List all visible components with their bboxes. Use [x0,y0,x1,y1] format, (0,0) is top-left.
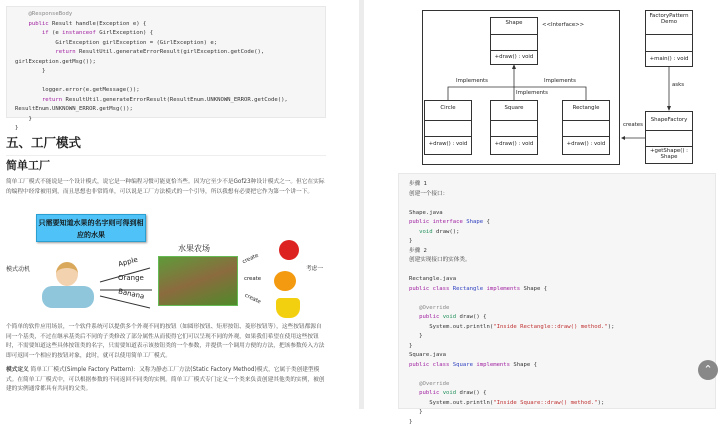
code-line [409,399,705,409]
code-token: ResultUtil.generateErrorResult(girlException.getCode(), [79,49,264,55]
code-line [15,10,317,20]
code-line [15,96,317,106]
code-token: } [15,116,32,122]
code-line [409,408,705,418]
code-token: Square [453,362,477,368]
code-line [409,361,705,371]
apple-image [279,240,299,260]
code-line [409,304,705,314]
code-line [15,67,317,77]
code-token: 创建一个接口： [409,191,448,197]
code-block [398,173,716,409]
code-token: } [409,238,412,244]
code-token: @ResponseBody [15,11,72,17]
code-token: public class [409,286,453,292]
code-token: girlException.getMsg()); [15,59,96,65]
code-line [409,256,705,266]
back-to-top-button[interactable] [698,360,718,380]
code-token: Result handle(Exception e) { [52,21,146,27]
code-line [409,237,705,247]
code-line [409,228,705,238]
code-token: return [15,97,66,103]
class-name: ShapeFactory [646,112,692,131]
stereotype-label: <<Interface>> [542,22,584,28]
create-label: create [244,293,262,306]
code-token: draw() { [460,390,487,396]
code-line [409,389,705,399]
code-line [409,275,705,285]
input-orange: Orange [118,274,144,282]
code-line [15,115,317,125]
code-line [409,199,705,209]
implements-label: Implements [544,78,576,84]
code-token: public class [409,362,453,368]
input-apple: Apple [117,256,138,269]
code-line [15,58,317,68]
asks-label: asks [672,82,684,88]
orange-image [274,271,296,291]
create-label: create [242,253,260,266]
code-token: Shape { [524,286,548,292]
code-line [409,332,705,342]
code-token: return [15,49,79,55]
class-name: Square [491,101,537,121]
code-token: GirlException girlException = (GirlException) e; [15,40,217,46]
code-token: } [15,68,45,74]
code-token: void [443,314,460,320]
code-line [15,29,317,39]
code-line [409,323,705,333]
code-token: @Override [409,305,449,311]
class-method: +main() : void [646,52,692,62]
code-line [409,190,705,200]
code-token: Shape.java [409,210,443,216]
code-line [409,418,705,427]
code-token: 创建实现接口的实体类。 [409,257,471,263]
code-token: "Inside Square::draw() method." [493,400,597,406]
class-method: +draw() : void [425,137,471,147]
code-token: "Inside Rectangle::draw() method." [493,324,608,330]
uml-connectors [364,0,720,170]
code-token: ResultEnum.UNKNOWN_ERROR.getMsg()); [15,106,133,112]
intro-paragraph: 简单工厂模式不能说是一个设计模式，说它是一种编程习惯可能更恰当些。因为它至少不是Gof23种设计模式之一。但它在实际的编程中经常被用到，而且思想也非常简单，可以说是工厂方法模式的一个引导，所以我想有必要把它作为第一个讲一下。 [6,178,326,197]
implements-label: Implements [516,90,548,96]
class-method: +draw() : void [491,51,537,60]
code-token: Rectangle [453,286,487,292]
code-line [409,294,705,304]
class-name: Shape [491,18,537,35]
code-token: draw() { [460,314,487,320]
code-token: @Override [409,381,449,387]
code-line [409,180,705,190]
code-token: ResultUtil.generateErrorResult(ResultEnum.UNKNOWN_ERROR.getCode(), [66,97,288,103]
code-line [409,285,705,295]
child-image [42,262,94,312]
arrows [98,262,158,312]
right-page [364,0,720,409]
class-method: +draw() : void [491,137,537,147]
code-line [409,313,705,323]
chevron-up-icon: ⌃ [703,363,712,376]
code-token: Shape { [513,362,537,368]
code-token: void [443,390,460,396]
code-token: draw(); [436,229,460,235]
code-block [6,6,326,118]
class-name: Circle [425,101,471,121]
side-text: 考虑一 [306,263,323,272]
definition-text: 简单工厂模式(Simple Factory Pattern)：又称为静态工厂方法(Static Factory Method)模式，它属于类创建型模式。在简单工厂模式中，可以根据参数的不同返回不同类的实例。简单工厂模式专门定义一个类来负责创建其他类的实例，被创建的实例通常都具有共同的父类。 [6,367,325,392]
code-token: Square.java [409,352,446,358]
farm-image [158,256,238,306]
code-token: public [409,390,443,396]
code-token: } [409,419,412,425]
code-token: public [15,21,52,27]
code-token: public interface [409,219,466,225]
scenario-paragraph: 个简单的软件应用场景，一个软件系统可以提供多个外观不同的按钮（如圆形按钮、矩形按钮、菱形按钮等），这些按钮都源自同一个基类，不过在继承基类后不同的子类修改了部分属性从而使得它们可以呈现不同的外观，如果我们希望在使用这些按钮时，不需要知道这些具体按钮类的名字，只需要知道表示该按钮类的一个参数，并提供一个调用方便的方法，把该参数传入方法即可返回一个相应的按钮对象，此时，就可以使用简单工厂模式。 [6,323,326,361]
code-line [409,209,705,219]
code-token: instanceof [62,30,99,36]
farm-label: 水果农场 [178,243,210,254]
banana-image [276,298,300,318]
code-token: logger.error(e.getMessage()); [15,87,140,93]
code-line [15,39,317,49]
definition-label: 模式定义 [6,367,29,373]
code-line [409,351,705,361]
code-line [409,218,705,228]
code-token: if [15,30,52,36]
callout-box: 只需要知道水果的名字则可得到相应的水果 [36,214,146,242]
motivation-label: 模式动机 [6,264,30,273]
code-line [409,247,705,257]
class-name: Rectangle [563,101,609,121]
class-method: +getShape() : Shape [646,147,692,160]
code-token: implements [486,286,523,292]
code-token: } [409,343,412,349]
code-token: System.out.println( [409,400,493,406]
code-token: } [409,333,422,339]
code-token: { [486,219,489,225]
code-token: System.out.println( [409,324,493,330]
code-token: 步骤 2 [409,248,427,254]
create-label: create [244,276,261,282]
code-line [409,342,705,352]
code-token: void [409,229,436,235]
code-token: Rectangle.java [409,276,456,282]
definition-paragraph [6,366,326,395]
code-token: ); [608,324,615,330]
code-line [15,77,317,87]
code-token: Shape [466,219,486,225]
creates-label: creates [623,122,643,128]
code-token: ); [598,400,605,406]
code-line [15,48,317,58]
code-token: 步骤 1 [409,181,427,187]
code-line [409,266,705,276]
code-token: (e [52,30,62,36]
section-title: 五、工厂模式 [6,133,326,156]
code-line [15,20,317,30]
code-token: } [409,409,422,415]
code-line [409,370,705,380]
code-line [15,86,317,96]
input-banana: Banana [117,287,145,300]
class-name: FactoryPattern Demo [646,11,692,35]
class-method: +draw() : void [563,137,609,147]
code-line [15,105,317,115]
code-token: GirlException) { [99,30,153,36]
code-token: } [15,125,18,131]
code-token: public [409,314,443,320]
subsection-title: 简单工厂 [6,157,50,173]
left-page [0,0,359,409]
implements-label: Implements [456,78,488,84]
code-token: implements [476,362,513,368]
code-line [409,380,705,390]
